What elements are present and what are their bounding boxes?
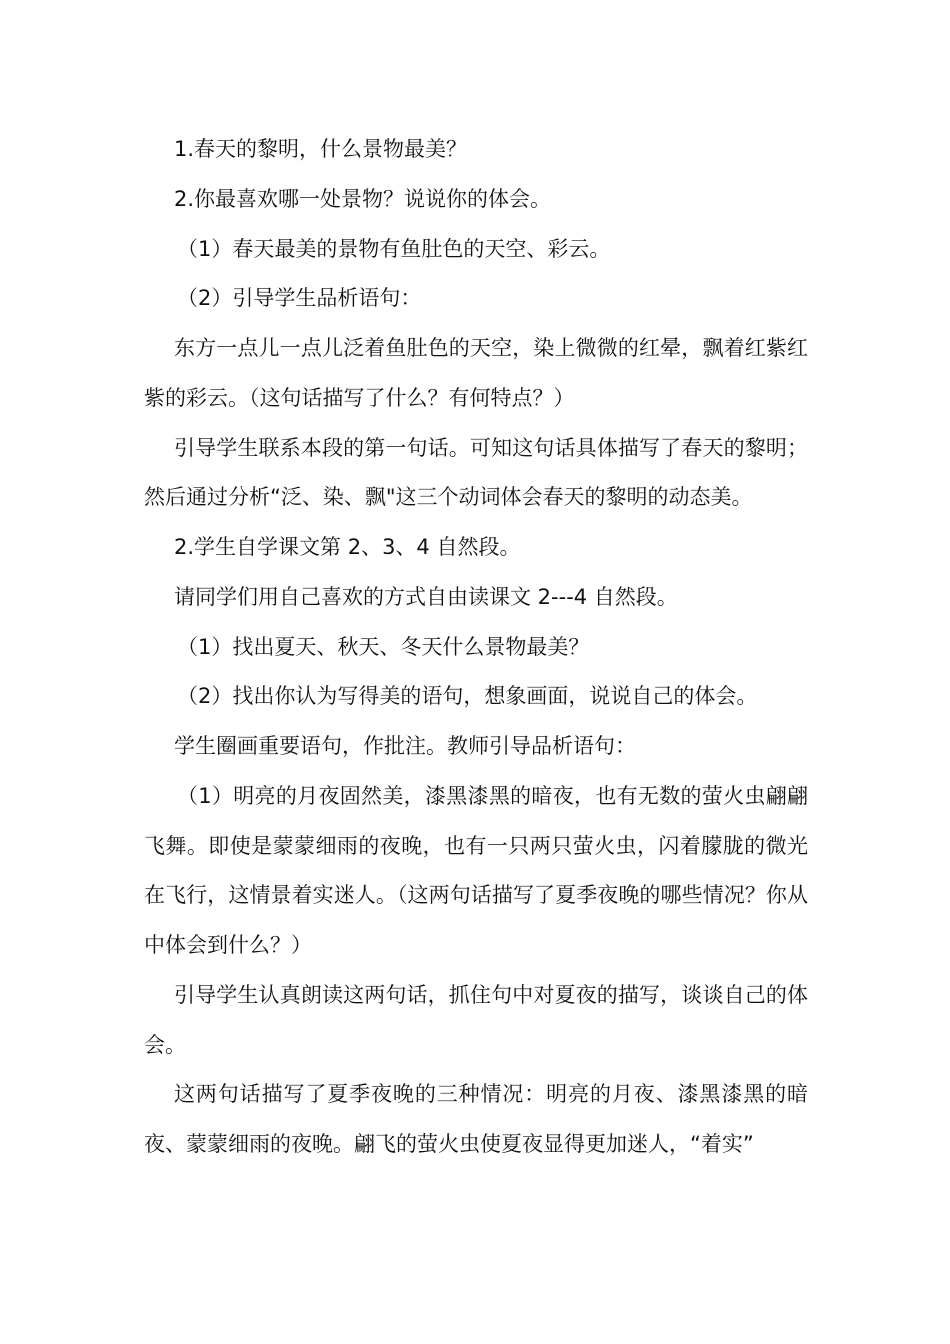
quoted-sentence-spring: 东方一点儿一点儿泛着鱼肚色的天空，染上微微的红晕，飘着红紫红紫的彩云。（这句话描写了什么？有何特点？） bbox=[144, 336, 808, 410]
answer-item-2: （2）引导学生品析语句： bbox=[177, 286, 422, 311]
guidance-spring: 引导学生联系本段的第一句话。可知这句话具体描写了春天的黎明；然后通过分析“泛、染、飘"这三个动词体会春天的黎明的动态美。 bbox=[144, 435, 808, 510]
document-body bbox=[144, 125, 808, 1170]
reading-instruction: 请同学们用自己喜欢的方式自由读课文 2---4 自然段。 bbox=[174, 584, 678, 609]
self-study-heading: 2.学生自学课文第 2、3、4 自然段。 bbox=[174, 535, 521, 559]
guidance-summer: 引导学生认真朗读这两句话，抓住句中对夏夜的描写，谈谈自己的体会。 bbox=[144, 982, 808, 1057]
task-item-2: （2）找出你认为写得美的语句，想象画面，说说自己的体会。 bbox=[177, 684, 758, 709]
summer-analysis: 这两句话描写了夏季夜晚的三种情况：明亮的月夜、漆黑漆黑的暗夜、蒙蒙细雨的夜晚。翩飞的萤火虫使夏夜显得更加迷人，“着实” bbox=[144, 1082, 808, 1156]
question-2: 2.你最喜欢哪一处景物？说说你的体会。 bbox=[174, 186, 552, 211]
quoted-sentence-summer: （1）明亮的月夜固然美，漆黑漆黑的暗夜，也有无数的萤火虫翩翩飞舞。即使是蒙蒙细雨的夜晚，也有一只两只萤火虫，闪着朦胧的微光在飞行，这情景着实迷人。（这两句话描写了夏季夜晚的哪些情况？你从中体会到什么？） bbox=[144, 783, 808, 957]
task-item-1: （1）找出夏天、秋天、冬天什么景物最美？ bbox=[177, 634, 590, 659]
annotation-instruction: 学生圈画重要语句，作批注。教师引导品析语句： bbox=[174, 734, 636, 758]
question-1: 1.春天的黎明，什么景物最美？ bbox=[174, 137, 468, 161]
answer-item-1: （1）春天最美的景物有鱼肚色的天空、彩云。 bbox=[177, 236, 611, 261]
